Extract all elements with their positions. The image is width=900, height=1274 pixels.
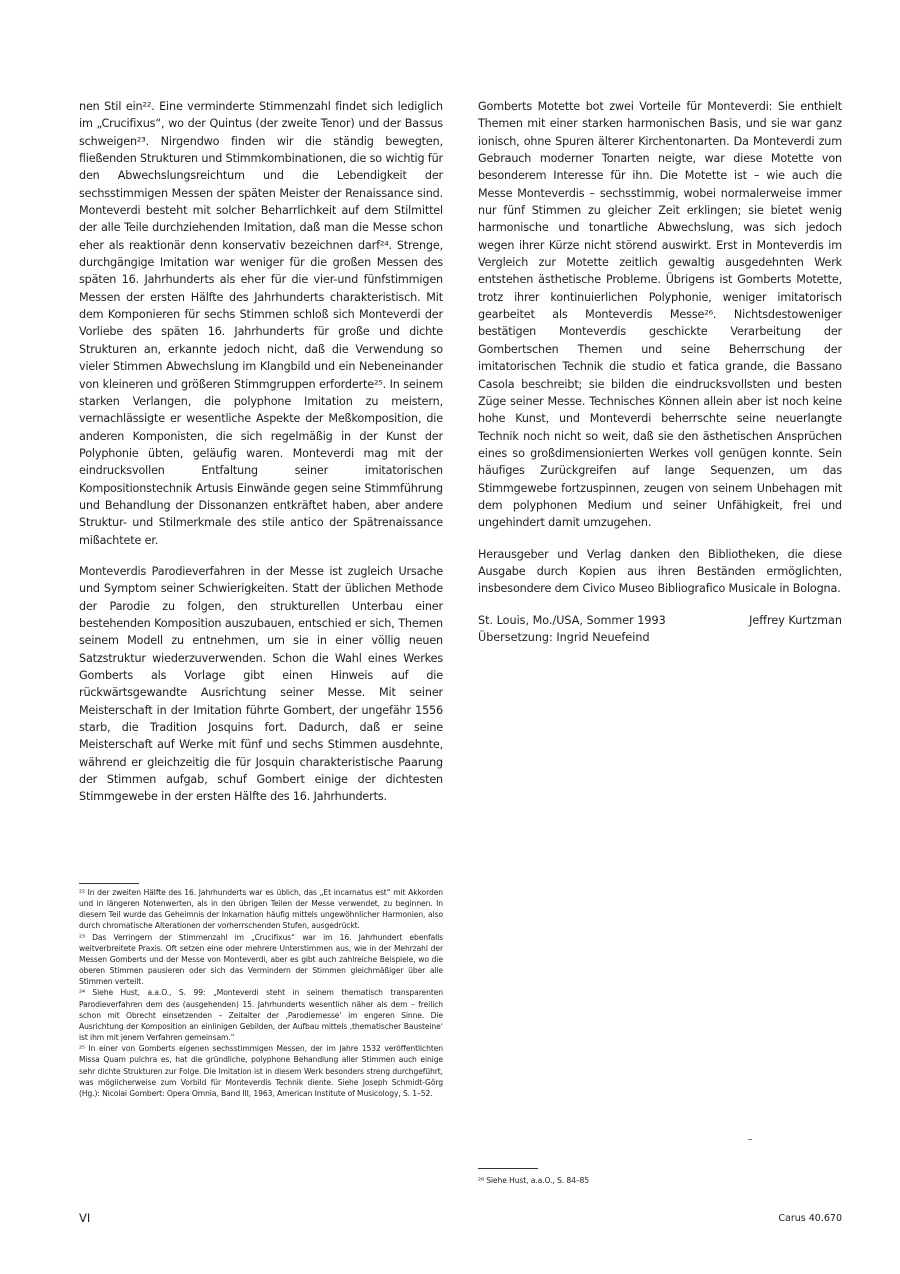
- footnote: ²³ Das Verringern der Stimmenzahl im „Crucifixus“ war im 16. Jahrhundert ebenfalls weitverbreitete Praxis. Oft setzen eine oder mehrere Unterstimmen aus, wie in der Mehrzahl der Messen Gomberts und der Messe von Monteverdi, aber es gibt auch zahlreiche Beispiele, wo die oberen Stimmen pausieren oder sich das Vermindern der Stimmen gleichmäßiger über alle Stimmen verteilt.: [79, 932, 443, 987]
- author-name: Jeffrey Kurtzman: [749, 613, 842, 627]
- left-text-column: [79, 98, 443, 806]
- footnote: ²⁴ Siehe Hust, a.a.O., S. 99: „Monteverdi steht in seinem thematisch transparenten Parodieverfahren dem des (ausgehenden) 15. Jahrhunderts wesentlich näher als dem – freilich schon mit Obrecht einsetzenden – Zeitalter der ‚Parodiemesse‘ im engeren Sinne. Die Ausrichtung der Komposition an einlinigen Gebilden, der Aufbau mittels ‚thematischer Bausteine‘ ist ihm mit jenem Verfahren gemeinsam.“: [79, 988, 443, 1043]
- body-paragraph: Gomberts Motette bot zwei Vorteile für Monteverdi: Sie enthielt Themen mit einer starken harmonischen Basis, und sie war ganz ionisch, ohne Spuren älterer Kirchentonarten. Da Monteverdi zum Gebrauch moderner Tonarten neigte, war diese Motette von besonderem Interesse für ihn. Die Motette ist – wie auch die Messe Monteverdis – sechsstimmig, wobei normalerweise immer nur fünf Stimmen zu gleicher Zeit erklingen; sie bietet wenig harmonische und tonartliche Abwechslung, was sich jedoch wegen ihrer Kürze nicht störend auswirkt. Erst in Monteverdis im Vergleich zur Motette zeitlich gewaltig ausgedehnten Werk entstehen ästhetische Probleme. Übrigens ist Gomberts Motette, trotz ihrer kontinuierlichen Polyphonie, weniger imitatorisch gearbeitet als Monteverdis Messe²⁶. Nichtsdestoweniger bestätigen Monteverdis geschickte Verarbeitung der Gombertschen Themen und seine Beherrschung der imitatorischen Technik die studio et fatica grande, die Bassano Casola beschreibt; sie bilden die eindrucksvollsten und besten Züge seiner Messe. Technisches Können allein aber ist noch keine hohe Kunst, und Monteverdi beherrschte seine neuerlangte Technik noch nicht so weit, daß sie den ästhetischen Ansprüchen eines so großdimensionierten Werkes voll genügen konnte. Sein häufiges Zurückgreifen auf lange Sequenzen, um das Stimmgewebe fortzuspinnen, zeugen von seinem Unbehagen mit dem polyphonen Medium und seiner Unfähigkeit, frei und ungehindert damit umzugehen.: [478, 100, 842, 530]
- translation-credit: Übersetzung: Ingrid Neuefeind: [478, 630, 650, 644]
- footnote-divider: [478, 1168, 538, 1169]
- place-date: St. Louis, Mo./USA, Sommer 1993: [478, 613, 666, 627]
- body-paragraph: Monteverdis Parodieverfahren in der Messe ist zugleich Ursache und Symptom seiner Schwierigkeiten. Statt der üblichen Methode der Parodie zu folgen, den strukturellen Unterbau einer bestehenden Komposition auszubauen, entschied er sich, Themen seinem Modell zu entnehmen, um sie in einer völlig neuen Satzstruktur wiederzuverwenden. Schon die Wahl eines Werkes Gomberts als Vorlage gibt einen Hinweis auf die rückwärtsgewandte Ausrichtung seiner Messe. Mit seiner Meisterschaft in der Imitation führte Gombert, der ungefähr 1556 starb, die Tradition Josquins fort. Dadurch, daß er seine Meisterschaft auf Werke mit fünf und sechs Stimmen ausdehnte, während er gleichzeitig die für Josquin charakteristische Paarung der Stimmen aufgab, schuf Gombert einige der dichtesten Stimmgewebe in der ersten Hälfte des 16. Jahrhunderts.: [79, 564, 443, 804]
- body-paragraph: nen Stil ein²². Eine verminderte Stimmenzahl findet sich lediglich im „Crucifixus“, wo der Quintus (der zweite Tenor) und der Bassus schweigen²³. Nirgendwo finden wir die ständig bewegten, fließenden Strukturen und Stimmkombinationen, die so wichtig für den Abwechslungsreichtum und die Lebendigkeit der sechsstimmigen Messen der späten Meister der Renaissance sind. Monteverdi besteht mit solcher Beharrlichkeit auf dem Stilmittel der alle Teile durchziehenden Imitation, daß man die Messe schon eher als reaktionär denn konservativ bezeichnen darf²⁴. Strenge, durchgängige Imitation war weniger für die großen Messen des späten 16. Jahrhunderts als eher für die vier-und fünfstimmigen Messen der ersten Hälfte des Jahrhunderts charakteristisch. Mit dem Komponieren für sechs Stimmen schloß sich Monteverdi der Vorliebe des späten 16. Jahrhunderts für große und dichte Strukturen an, erkannte jedoch nicht, daß die Verwendung so vieler Stimmen Abwechslung im Klangbild und ein Nebeneinander von kleineren und größeren Stimmgruppen erforderte²⁵. In seinem starken Verlangen, die polyphone Imitation zu meistern, vernachlässigte er wesentliche Aspekte der Meßkomposition, die anderen Komponisten, die sich regelmäßig in der Kunst der Polyphonie übten, geläufig waren. Monteverdi mag mit der eindrucksvollen Entfaltung seiner imitatorischen Kompositionstechnik Artusis Einwände gegen seine Stimmführung und Behandlung der Dissonanzen entkräftet haben, aber andere Struktur- und Stilmerkmale des stile antico der Spätrenaissance mißachtete er.: [79, 100, 443, 547]
- right-text-column: [478, 98, 842, 646]
- footnote-divider: [79, 883, 139, 884]
- footnotes-left: [79, 887, 443, 1099]
- footnotes-right: [478, 1175, 842, 1186]
- catalog-number: Carus 40.670: [778, 1213, 842, 1224]
- page-number: VI: [79, 1211, 91, 1225]
- footnote: ²² In der zweiten Hälfte des 16. Jahrhunderts war es üblich, das „Et incarnatus est“ mit Akkorden und in längeren Notenwerten, als in den übrigen Teilen der Messe verwendet, zu beginnen. In diesem Teil wurde das Geheimnis der Inkarnation häufig mittels ungewöhnlicher Harmonien, also durch chromatische Alterationen der vorherrschenden Stufen, ausgedrückt.: [79, 888, 443, 931]
- acknowledgement-paragraph: Herausgeber und Verlag danken den Bibliotheken, die diese Ausgabe durch Kopien aus ihren Beständen ermöglichten, insbesondere dem Civico Museo Bibliografico Musicale in Bologna.: [478, 547, 842, 596]
- footnote: ²⁶ Siehe Hust, a.a.O., S. 84–85: [478, 1176, 590, 1185]
- footnote: ²⁵ In einer von Gomberts eigenen sechsstimmigen Messen, der im Jahre 1532 veröffentlichten Missa Quam pulchra es, hat die gründliche, polyphone Behandlung aller Stimmen auch einige sehr dichte Strukturen zur Folge. Die Imitation ist in diesem Werk besonders streng durchgeführt, was möglicherweise zum Vorbild für Monteverdis Technik diente. Siehe Joseph Schmidt-Görg (Hg.): Nicolai Gombert: Opera Omnia, Band III, 1963, American Institute of Musicology, S. 1–52.: [79, 1044, 443, 1098]
- signature-block: [478, 612, 842, 647]
- margin-mark: [748, 1139, 752, 1140]
